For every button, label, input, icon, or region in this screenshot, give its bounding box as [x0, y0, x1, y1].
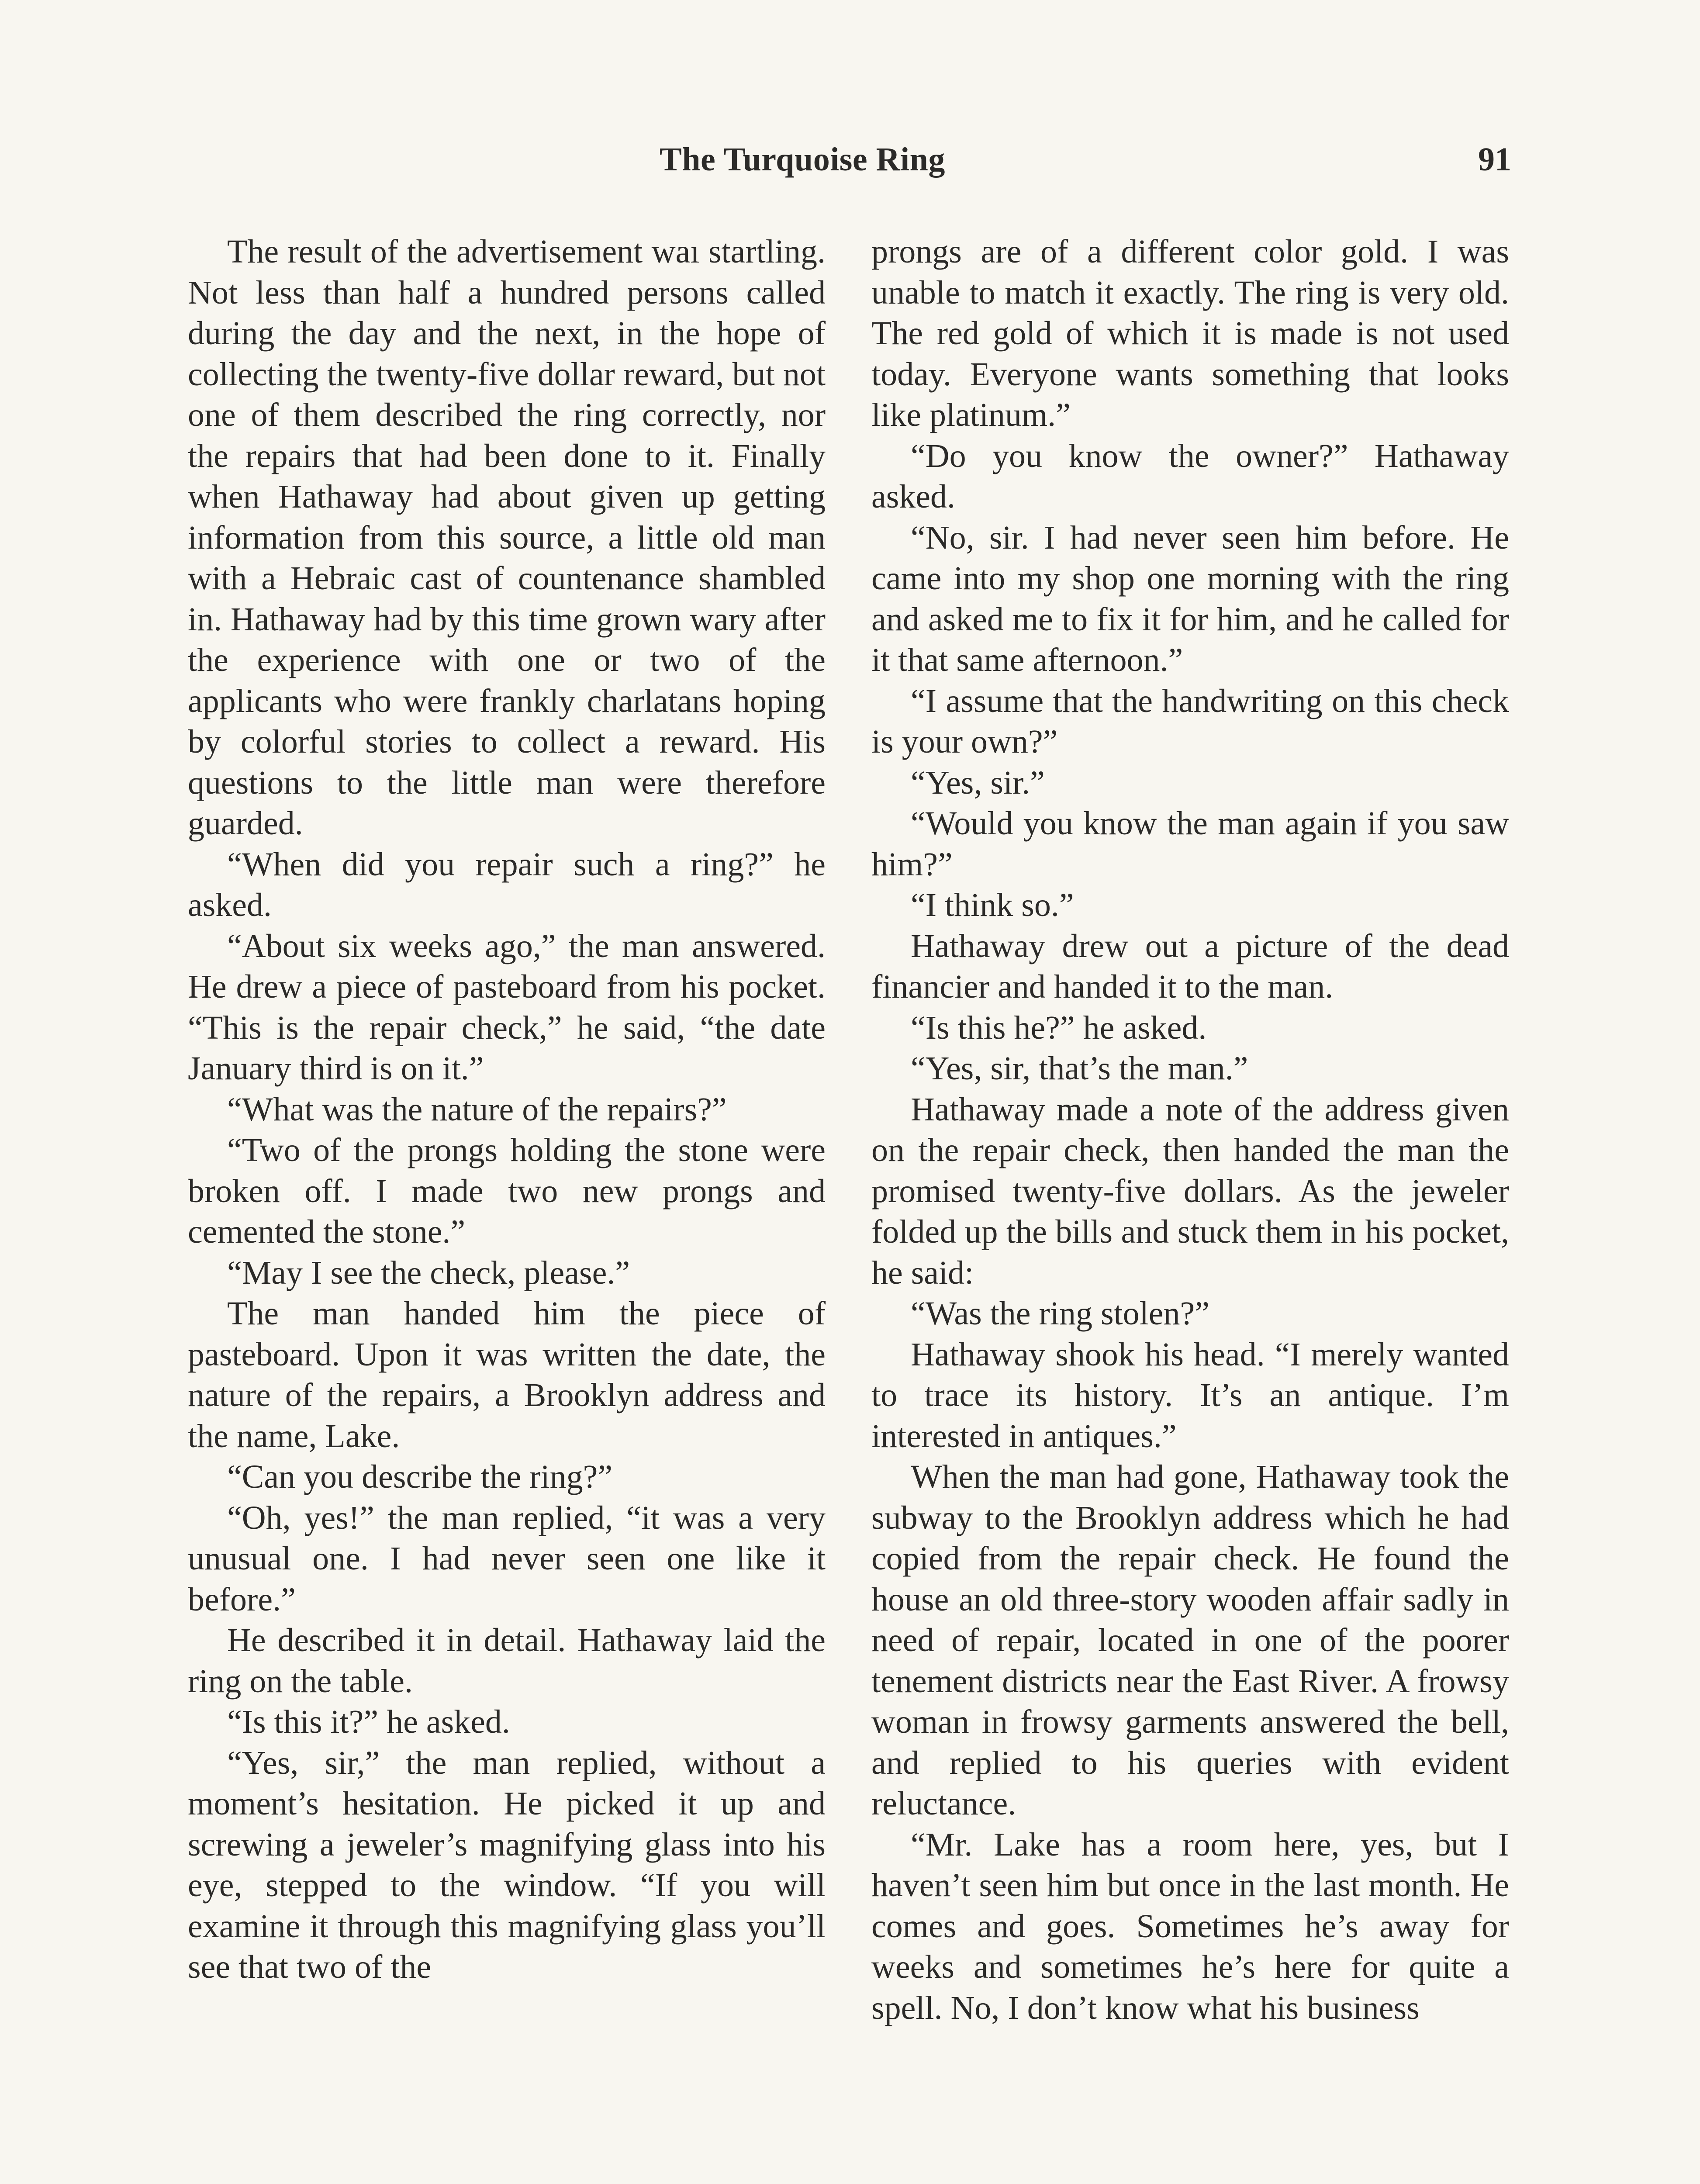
paragraph: “Do you know the owner?” Hathaway asked.	[871, 437, 1509, 515]
right-column	[871, 232, 1509, 2028]
paragraph: “Can you describe the ring?”	[227, 1458, 613, 1495]
paragraph: “I assume that the handwriting on this check is your own?”	[871, 682, 1509, 760]
paragraph: “Was the ring stolen?”	[911, 1295, 1209, 1332]
paragraph: Hathaway made a note of the address given on the repair check, then handed the man the promised twenty-five dollars. As the jeweler folded up the bills and stuck them in his pocket, he said:	[871, 1091, 1509, 1291]
paragraph: “Two of the prongs holding the stone were broken off. I made two new prongs and cemented the stone.”	[188, 1132, 826, 1250]
paragraph: “Yes, sir, that’s the man.”	[911, 1050, 1248, 1087]
paragraph: “When did you repair such a ring?” he asked.	[188, 846, 826, 923]
left-column	[188, 232, 826, 1988]
page-number: 91	[1478, 141, 1511, 178]
paragraph: Hathaway shook his head. “I merely wanted to trace its history. It’s an antique. I’m interested in antiques.”	[871, 1336, 1509, 1455]
paragraph: “Would you know the man again if you saw him?”	[871, 805, 1509, 883]
paragraph: “What was the nature of the repairs?”	[227, 1091, 727, 1128]
paragraph: The result of the advertisement waı startling. Not less than half a hundred persons called during the day and the next, in the hope of collecting the twenty-five dollar reward, but not one of them described the ring correctly, nor the repairs that had been done to it. Finally when Hathaway had about given up getting information from this source, a little old man with a Hebraic cast of countenance shambled in. Hathaway had by this time grown wary after the experience with one or two of the applicants who were frankly charlatans hoping by colorful stories to collect a reward. His questions to the little man were therefore guarded.	[188, 233, 826, 842]
paragraph: “I think so.”	[911, 887, 1074, 923]
paragraph: “Is this it?” he asked.	[227, 1704, 510, 1740]
paragraph: “No, sir. I had never seen him before. He came into my shop one morning with the ring and asked me to fix it for him, and he called for it that same afternoon.”	[871, 519, 1509, 678]
paragraph: The man handed him the piece of pasteboard. Upon it was written the date, the nature of the repairs, a Brooklyn address and the name, Lake.	[188, 1295, 826, 1455]
paragraph: “About six weeks ago,” the man answered. He drew a piece of pasteboard from his pocket. “This is the repair check,” he said, “the date January third is on it.”	[188, 927, 826, 1087]
paragraph: “Yes, sir.”	[911, 764, 1045, 801]
paragraph: Hathaway drew out a picture of the dead financier and handed it to the man.	[871, 927, 1509, 1005]
running-header	[188, 141, 1511, 193]
paragraph: prongs are of a different color gold. I was unable to match it exactly. The ring is very old. The red gold of which it is made is not used today. Everyone wants something that looks like platinum.”	[871, 233, 1509, 433]
paragraph: He described it in detail. Hathaway laid the ring on the table.	[188, 1622, 826, 1700]
paragraph: “Yes, sir,” the man replied, without a moment’s hesitation. He picked it up and screwing a jeweler’s magnifying glass into his eye, stepped to the window. “If you will examine it through this magnifying glass you’ll see that two of the	[188, 1744, 826, 1985]
paragraph: When the man had gone, Hathaway took the subway to the Brooklyn address which he had copied from the repair check. He found the house an old three-story wooden affair sadly in need of repair, located in one of the poorer tenement districts near the East River. A frowsy woman in frowsy garments answered the bell, and replied to his queries with evident reluctance.	[871, 1458, 1509, 1822]
paragraph: “Mr. Lake has a room here, yes, but I haven’t seen him but once in the last month. He comes and goes. Sometimes he’s away for weeks and sometimes he’s here for quite a spell. No, I don’t know what his business	[871, 1826, 1509, 2026]
paragraph: “May I see the check, please.”	[227, 1254, 630, 1291]
paragraph: “Is this he?” he asked.	[911, 1009, 1207, 1046]
paragraph: “Oh, yes!” the man replied, “it was a very unusual one. I had never seen one like it before.”	[188, 1499, 826, 1618]
chapter-title: The Turquoise Ring	[660, 141, 945, 178]
